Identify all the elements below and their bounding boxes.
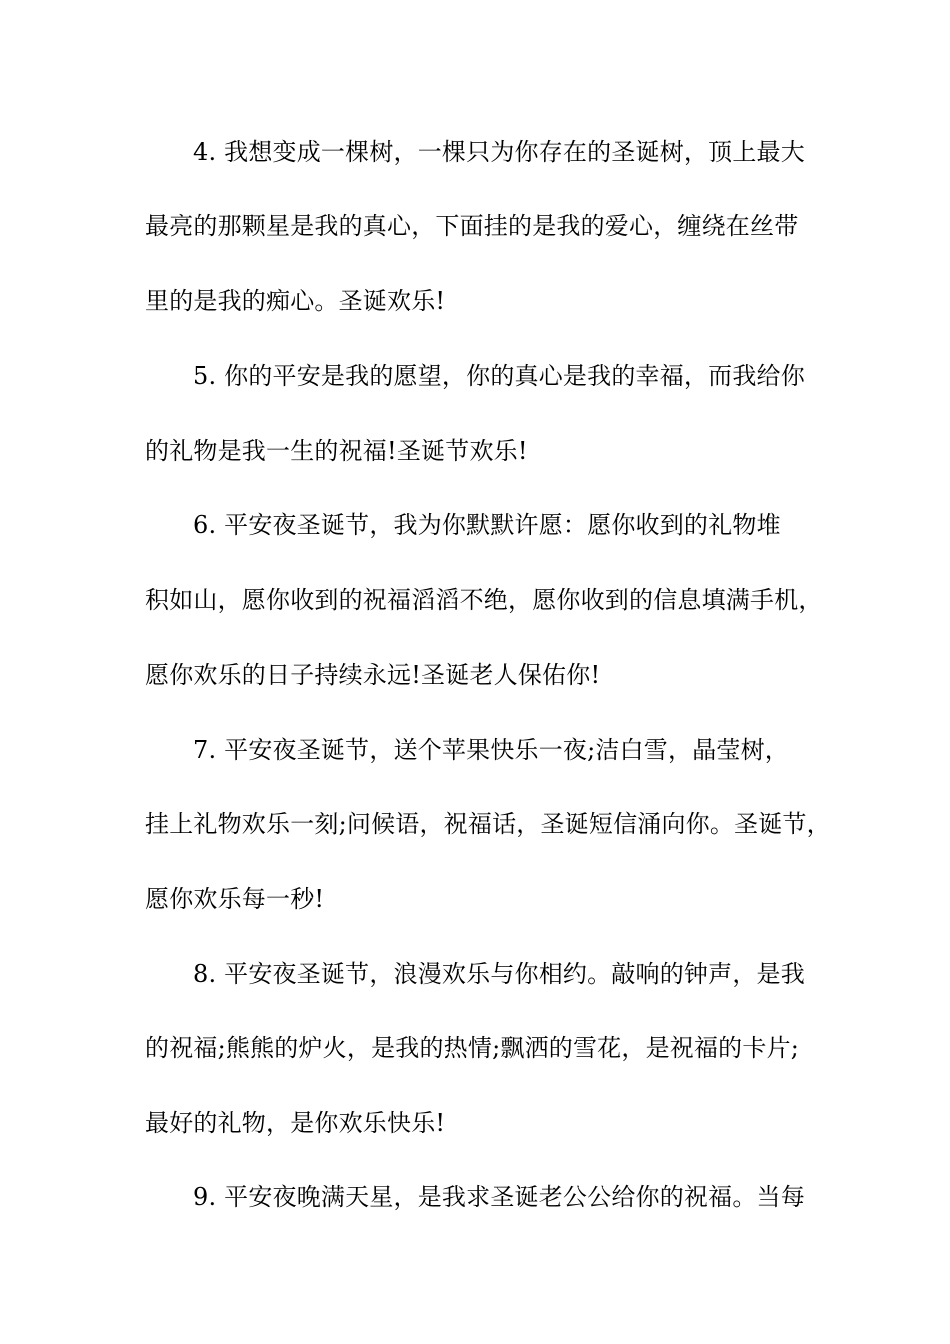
- paragraph-6-line-3: 愿你欢乐的日子持续永远!圣诞老人保佑你!: [145, 661, 601, 689]
- paragraph-8-line-3: 最好的礼物，是你欢乐快乐!: [145, 1109, 446, 1137]
- paragraph-9-line-1: 9. 平安夜晚满天星，是我求圣诞老公公给你的祝福。当每: [193, 1183, 805, 1211]
- paragraph-8-line-2: 的祝福;熊熊的炉火，是我的热情;飘洒的雪花，是祝福的卡片;: [145, 1034, 800, 1062]
- paragraph-4-line-1: 4. 我想变成一棵树，一棵只为你存在的圣诞树，顶上最大: [193, 138, 805, 166]
- paragraph-7-line-1: 7. 平安夜圣诞节，送个苹果快乐一夜;洁白雪，晶莹树，: [193, 736, 790, 764]
- paragraph-5-line-2: 的礼物是我一生的祝福!圣诞节欢乐!: [145, 437, 528, 465]
- paragraph-5-line-1: 5. 你的平安是我的愿望，你的真心是我的幸福，而我给你: [193, 362, 805, 390]
- paragraph-7-line-2: 挂上礼物欢乐一刻;问候语，祝福话，圣诞短信涌向你。圣诞节，: [145, 810, 831, 838]
- paragraph-7-line-3: 愿你欢乐每一秒!: [145, 885, 325, 913]
- paragraph-4-line-3: 里的是我的痴心。圣诞欢乐!: [145, 287, 446, 315]
- paragraph-6-line-1: 6. 平安夜圣诞节，我为你默默许愿：愿你收到的礼物堆: [193, 511, 781, 539]
- paragraph-4-line-2: 最亮的那颗星是我的真心，下面挂的是我的爱心，缠绕在丝带: [145, 212, 799, 240]
- paragraph-6-line-2: 积如山，愿你收到的祝福滔滔不绝，愿你收到的信息填满手机，: [145, 586, 823, 614]
- paragraph-8-line-1: 8. 平安夜圣诞节，浪漫欢乐与你相约。敲响的钟声，是我: [193, 960, 805, 988]
